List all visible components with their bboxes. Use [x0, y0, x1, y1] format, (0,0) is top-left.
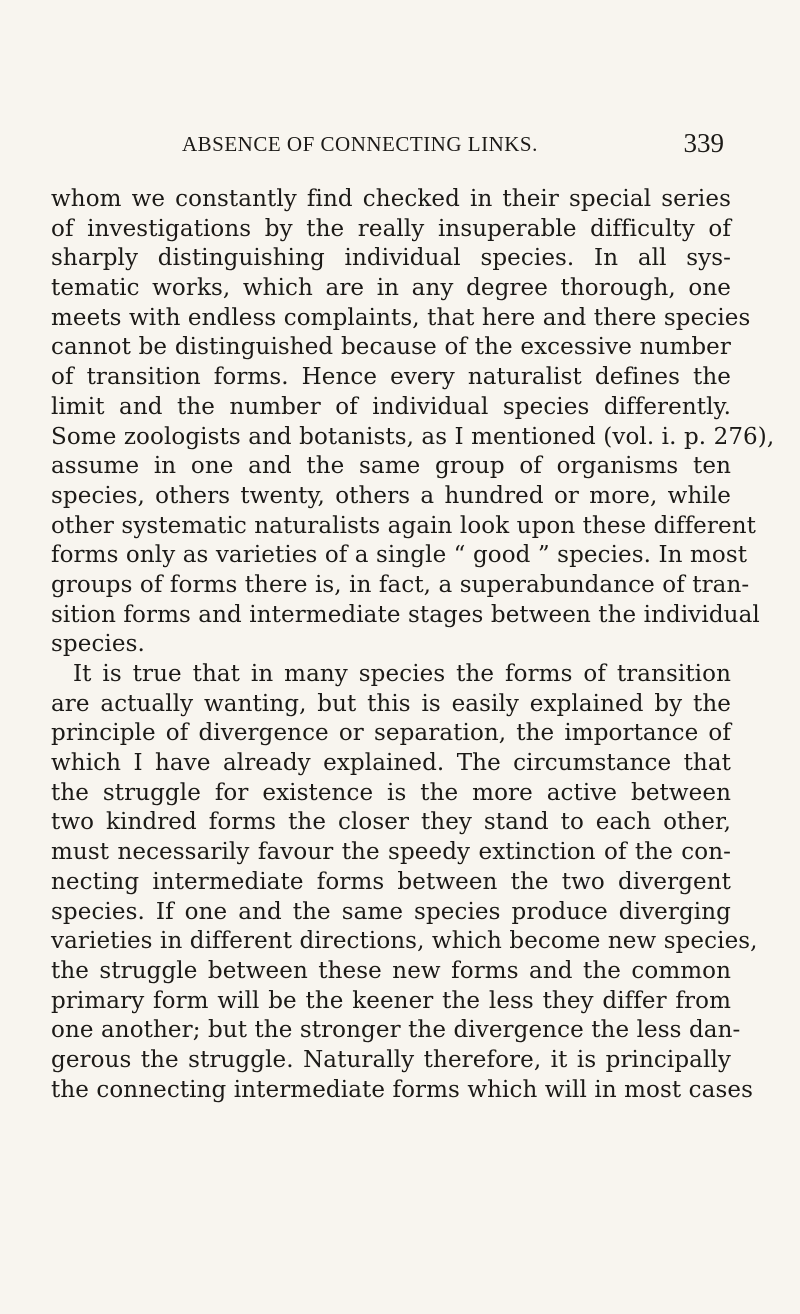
text-line: assume in one and the same group of organisms ten [51, 453, 731, 480]
text-line: whom we constantly find checked in their special series [51, 186, 731, 212]
text-line: must necessarily favour the speedy extinction of the con- [51, 839, 731, 866]
text-line: species. [51, 631, 145, 658]
text-line: cannot be distinguished because of the excessive number [51, 334, 731, 361]
text-line: sition forms and intermediate stages between the individual [51, 601, 760, 628]
text-line: necting intermediate forms between the two divergent [51, 868, 731, 895]
text-line: the connecting intermediate forms which will in most cases [51, 1076, 753, 1103]
running-head [64, 128, 724, 166]
text-line: the struggle between these new forms and the common [51, 957, 731, 984]
text-line: other systematic naturalists again look upon these different [51, 512, 756, 539]
text-line: which I have already explained. The circumstance that [51, 750, 731, 777]
text-line: gerous the struggle. Naturally therefore, it is principally [51, 1046, 731, 1073]
page-number: 339 [683, 128, 724, 158]
chapter-running-title: ABSENCE OF CONNECTING LINKS. [182, 132, 538, 156]
text-line: the struggle for existence is the more active between [51, 779, 731, 806]
text-line: of transition forms. Hence every naturalist defines the [51, 364, 731, 391]
body-text [51, 185, 775, 1105]
text-line: species, others twenty, others a hundred or more, while [51, 482, 731, 509]
paragraph-start-line: It is true that in many species the forms of transition [73, 661, 731, 687]
text-line: two kindred forms the closer they stand to each other, [51, 809, 731, 836]
text-line: sharply distinguishing individual species. In all sys- [51, 245, 731, 272]
text-line: Some zoologists and botanists, as I mentioned (vol. i. p. 276), [51, 423, 775, 450]
text-line: groups of forms there is, in fact, a superabundance of tran- [51, 571, 750, 598]
text-line: principle of divergence or separation, the importance of [51, 720, 731, 747]
text-line: of investigations by the really insuperable difficulty of [51, 215, 731, 242]
text-line: one another; but the stronger the divergence the less dan- [51, 1017, 741, 1044]
text-line: varieties in different directions, which become new species, [51, 928, 758, 955]
text-line: forms only as varieties of a single “ good ” species. In most [51, 542, 748, 569]
text-line: are actually wanting, but this is easily explained by the [51, 690, 731, 717]
text-line: meets with endless complaints, that here and there species [51, 304, 751, 331]
text-line: tematic works, which are in any degree thorough, one [51, 275, 731, 302]
text-line: species. If one and the same species produce diverging [51, 898, 731, 925]
text-line: limit and the number of individual species differently. [51, 393, 731, 420]
text-line: primary form will be the keener the less they differ from [51, 987, 731, 1014]
